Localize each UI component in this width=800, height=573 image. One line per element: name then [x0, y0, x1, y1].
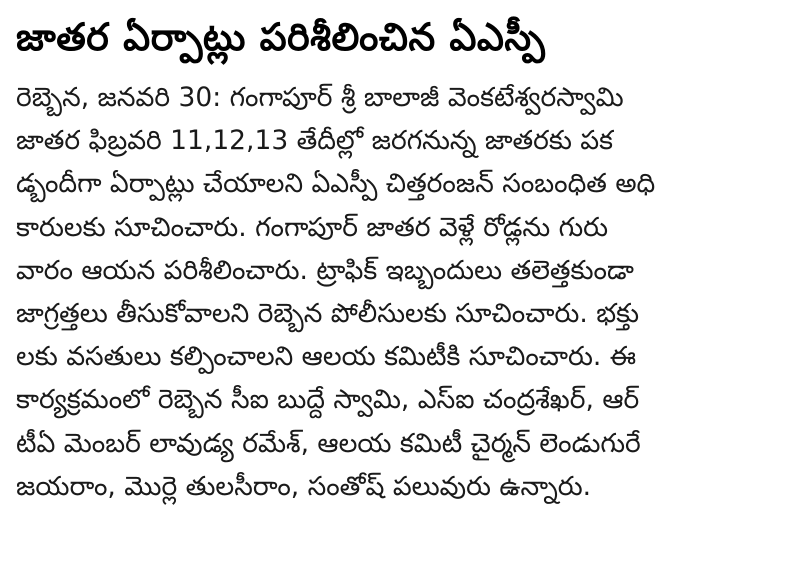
article-line-10: జయరాం, మొర్లె తులసీరాం, సంతోష్ పలువురు ఉన్నారు. — [16, 470, 592, 502]
article-line-2: జాతర ఫిబ్రవరి 11,12,13 తేదీల్లో జరగనున్న జాతరకు పక — [16, 125, 613, 157]
article-line-4: కారులకు సూచించారు. గంగాపూర్ జాతర వెళ్లే రోడ్లను గురు — [16, 211, 609, 243]
article-line-3: డ్బందీగా ఏర్పాట్లు చేయాలని ఏఎస్పీ చిత్తరంజన్ సంబంధిత అధి — [16, 168, 656, 200]
article-headline: జాతర ఏర్పాట్లు పరిశీలించిన ఏఎస్పీ — [16, 15, 546, 59]
article-line-1: రెబ్బెన, జనవరి 30: గంగాపూర్ శ్రీ బాలాజీ వెంకటేశ్వరస్వామి — [16, 82, 624, 113]
article-line-7: లకు వసతులు కల్పించాలని ఆలయ కమిటీకి సూచించారు. ఈ — [16, 341, 637, 373]
article-line-9: టీఏ మెంబర్ లావుడ్య రమేశ్, ఆలయ కమిటీ చైర్మన్ లెండుగురే — [16, 427, 641, 459]
article-line-8: కార్యక్రమంలో రెబ్బెన సీఐ బుద్దే స్వామి, ఎస్ఐ చంద్రశేఖర్, ఆర్ — [16, 384, 640, 416]
article-line-6: జాగ్రత్తలు తీసుకోవాలని రెబ్బెన పోలీసులకు సూచించారు. భక్తు — [16, 297, 640, 329]
article-line-5: వారం ఆయన పరిశీలించారు. ట్రాఫిక్ ఇబ్బందులు తలెత్తకుండా — [16, 254, 634, 286]
article-body — [16, 76, 780, 508]
